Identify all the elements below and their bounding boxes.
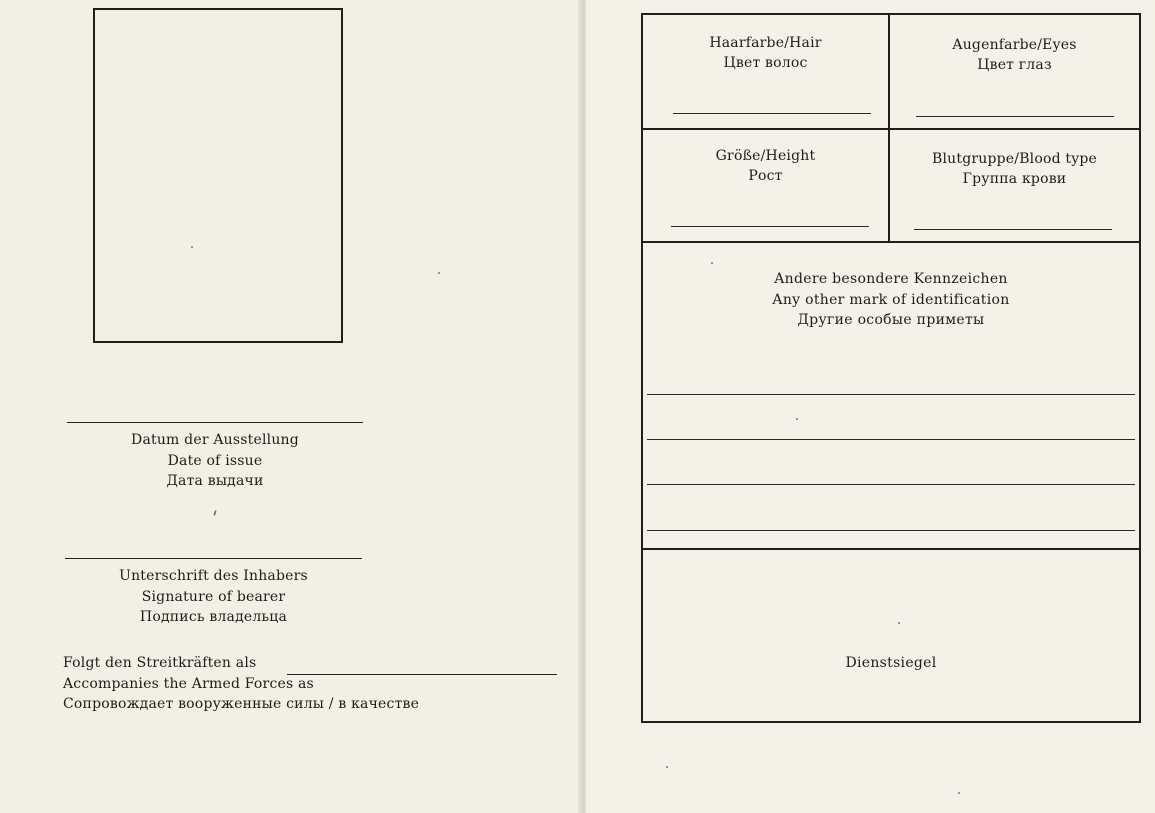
row-divider [643,241,1139,243]
blood-type-cell-label [890,149,1139,189]
paper-mark [213,510,217,516]
signature-ru: Подпись владельца [139,609,288,625]
paper-speck [438,272,440,274]
date-of-issue-en: Date of issue [167,452,263,469]
paper-speck [898,622,900,624]
accompanies-en: Accompanies the Armed Forces as [63,675,314,692]
eyes-entry-line [916,116,1114,117]
eyes-cell-label [890,35,1139,75]
height-cell-label [643,146,888,186]
service-seal-label: Dienstsiegel [845,655,937,671]
other-marks-line [647,530,1135,531]
other-marks-de: Andere besondere Kennzeichen [774,271,1008,287]
height-label-ru: Рост [748,168,783,184]
blood-type-label-ru: Группа крови [962,171,1067,187]
date-of-issue-de: Datum der Ausstellung [131,432,299,448]
hair-label-ru: Цвет волос [723,55,808,71]
other-marks-ru: Другие особые приметы [797,312,985,328]
height-label: Größe/Height [715,148,816,164]
row-divider [643,128,1139,130]
other-marks-line [647,484,1135,485]
right-page [586,0,1155,813]
blood-type-entry-line [914,229,1112,230]
hair-cell-label [643,33,888,73]
accompanies-line [287,674,557,675]
eyes-label-ru: Цвет глаз [977,57,1052,73]
paper-speck [796,418,798,420]
height-entry-line [671,226,869,227]
photo-box [93,8,343,343]
date-of-issue-caption [67,430,363,492]
date-of-issue-line [67,422,363,423]
identification-form [641,13,1141,723]
other-marks-en: Any other mark of identification [772,291,1010,308]
hair-entry-line [673,113,871,114]
paper-speck [711,262,713,264]
accompanies-ru: Сопровождает вооруженные силы / в качестве [63,696,420,712]
other-marks-caption [643,269,1139,331]
signature-caption [65,566,362,628]
signature-en: Signature of bearer [141,588,286,605]
accompanies-de: Folgt den Streitkräften als [63,655,257,671]
other-marks-line [647,394,1135,395]
eyes-label: Augenfarbe/Eyes [952,37,1077,53]
blood-type-label: Blutgruppe/Blood type [931,151,1098,167]
accompanies-block [63,653,419,715]
paper-speck [958,792,960,794]
row-divider [643,548,1139,550]
hair-label: Haarfarbe/Hair [709,35,822,51]
other-marks-line [647,439,1135,440]
paper-speck [191,246,193,248]
signature-line [65,558,362,559]
signature-de: Unterschrift des Inhabers [119,568,308,584]
date-of-issue-ru: Дата выдачи [166,473,264,489]
service-seal-area [643,653,1139,674]
paper-speck [666,766,668,768]
